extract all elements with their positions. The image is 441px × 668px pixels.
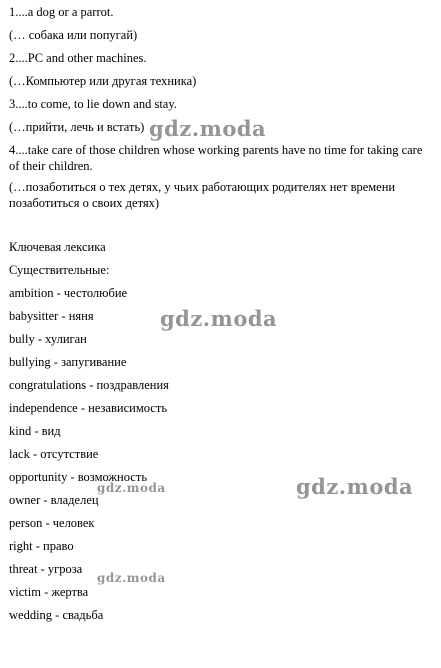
watermark: gdz.moda: [296, 474, 414, 499]
vocab-item: independence - независимость: [9, 401, 168, 415]
vocab-item: bullying - запугивание: [9, 355, 127, 369]
watermark: gdz.moda: [149, 116, 267, 141]
vocab-item: congratulations - поздравления: [9, 378, 169, 392]
vocab-item: wedding - свадьба: [9, 608, 104, 622]
answer-3: 3....to come, to lie down and stay.: [9, 97, 177, 111]
vocab-item: ambition - честолюбие: [9, 286, 128, 300]
answer-1-translation: (… собака или попугай): [9, 28, 138, 42]
vocab-item: victim - жертва: [9, 585, 89, 599]
vocab-item: threat - угроза: [9, 562, 83, 576]
vocab-item: bully - хулиган: [9, 332, 87, 346]
vocab-item: right - право: [9, 539, 74, 553]
vocab-item: opportunity - возможность: [9, 470, 148, 484]
answer-3-translation: (…прийти, лечь и встать): [9, 120, 145, 134]
vocab-item: kind - вид: [9, 424, 61, 438]
answer-4-translation: (…позаботиться о тех детях, у чьих работающих родителях нет времени позаботиться о своих детях): [9, 180, 396, 210]
answer-4: 4....take care of those children whose working parents have no time for taking care of their children.: [9, 143, 423, 173]
answer-2-translation: (…Компьютер или другая техника): [9, 74, 197, 88]
answer-1: 1....a dog or a parrot.: [9, 5, 114, 19]
watermark: gdz.moda: [97, 481, 166, 495]
vocab-title: Ключевая лексика: [9, 240, 106, 254]
vocab-item: owner - владелец: [9, 493, 99, 507]
vocab-item: babysitter - няня: [9, 309, 94, 323]
vocab-item: person - человек: [9, 516, 95, 530]
watermark: gdz.moda: [160, 306, 278, 331]
vocab-subtitle: Существительные:: [9, 263, 110, 277]
answer-2: 2....PC and other machines.: [9, 51, 147, 65]
watermark: gdz.moda: [97, 571, 166, 585]
vocab-item: lack - отсутствие: [9, 447, 99, 461]
